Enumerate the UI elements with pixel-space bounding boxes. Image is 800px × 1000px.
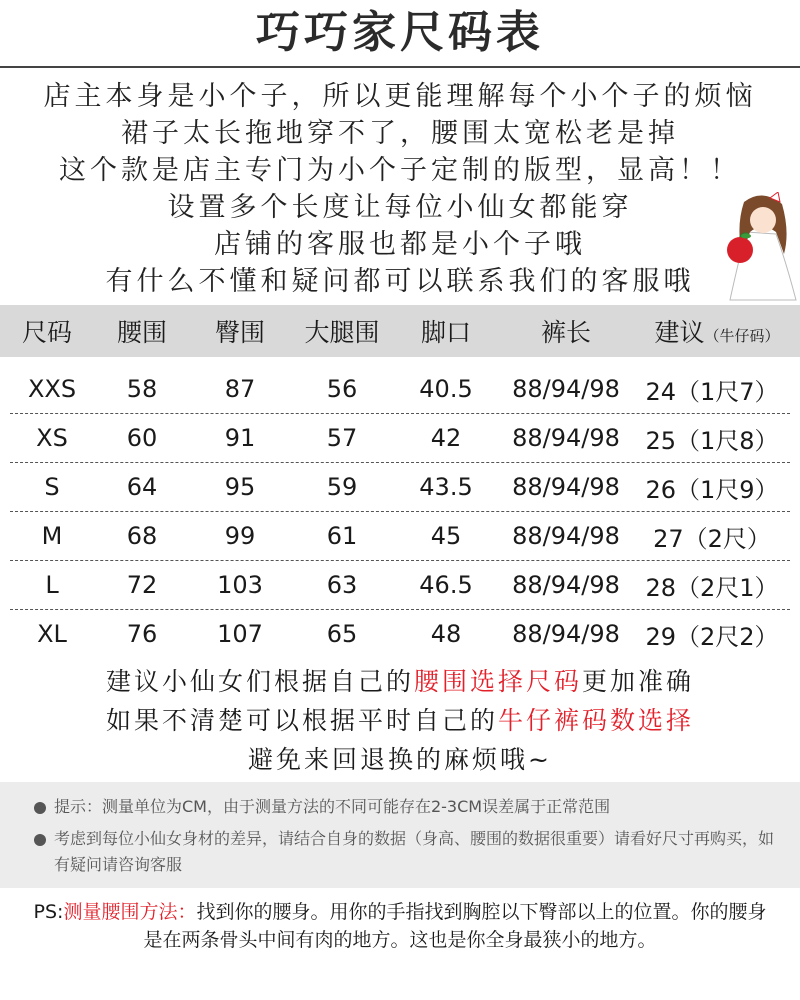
intro-line: 店铺的客服也都是小个子哦 (214, 229, 586, 260)
cell-advice: 29（2尺2） (645, 622, 779, 651)
cell-thigh: 63 (326, 571, 358, 599)
cell-length: 88/94/98 (512, 473, 620, 501)
bullet-icon (34, 802, 46, 814)
tip-item (34, 826, 774, 878)
advice-line (0, 662, 800, 701)
ps-text: 找到你的腰身。用你的手指找到胸腔以下臀部以上的位置。你的腰身是在两条骨头中间有肉的地方。这也是你全身最狭小的地方。 (143, 901, 767, 951)
girl-with-apple-illustration (726, 192, 800, 302)
advice-highlight: 牛仔裤码数选择 (498, 706, 695, 735)
cell-advice: 24（1尺7） (645, 377, 779, 406)
cell-size: L (45, 571, 59, 599)
cell-hip: 95 (224, 473, 256, 501)
intro-line: 这个款是店主专门为小个子定制的版型，显高！！ (59, 155, 741, 186)
cell-size: XS (36, 424, 68, 452)
cell-thigh: 56 (326, 375, 358, 403)
cell-hip: 87 (224, 375, 256, 403)
cell-advice: 28（2尺1） (645, 573, 779, 602)
header-advice-label: 建议 (654, 318, 705, 347)
tip-text: 提示：测量单位为CM，由于测量方法的不同可能存在2-3CM误差属于正常范围 (54, 797, 611, 816)
cell-size: XXS (27, 375, 77, 403)
cell-hip: 99 (224, 522, 256, 550)
table-row (10, 365, 790, 414)
header-hem: 脚口 (420, 318, 471, 347)
cell-waist: 60 (126, 424, 158, 452)
tips-box (0, 782, 800, 888)
cell-waist: 68 (126, 522, 158, 550)
bullet-icon (34, 834, 46, 846)
cell-hem: 45 (430, 522, 462, 550)
cell-thigh: 57 (326, 424, 358, 452)
cell-size: M (41, 522, 63, 550)
header-advice (634, 313, 800, 349)
advice-highlight: 腰围选择尺码 (413, 667, 582, 696)
tip-item (34, 794, 774, 820)
cell-hem: 43.5 (419, 473, 473, 501)
cell-advice: 26（1尺9） (645, 475, 779, 504)
cell-size: S (44, 473, 60, 501)
cell-hem: 40.5 (419, 375, 473, 403)
cell-waist: 72 (126, 571, 158, 599)
page-title: 巧巧家尺码表 (256, 7, 544, 58)
advice-line (0, 701, 800, 740)
header-thigh: 大腿围 (304, 318, 380, 347)
cell-thigh: 65 (326, 620, 358, 648)
cell-hip: 103 (217, 571, 263, 599)
advice-text (0, 662, 800, 782)
header-length: 裤长 (540, 318, 591, 347)
header-advice-note: （牛仔码） (704, 327, 780, 345)
header-hip: 臀围 (214, 318, 265, 347)
cell-waist: 64 (126, 473, 158, 501)
title-divider (0, 66, 800, 68)
cell-hem: 46.5 (419, 571, 473, 599)
cell-advice: 25（1尺8） (645, 426, 779, 455)
table-row (10, 512, 790, 561)
intro-text (0, 78, 800, 300)
header-waist: 腰围 (116, 318, 167, 347)
table-row (10, 463, 790, 512)
advice-line: 避免来回退换的麻烦哦~ (248, 745, 552, 774)
advice-text-part: 建议小仙女们根据自己的 (105, 667, 414, 696)
cell-waist: 58 (126, 375, 158, 403)
cell-length: 88/94/98 (512, 571, 620, 599)
ps-prefix: PS: (33, 901, 64, 923)
cell-size: XL (37, 620, 67, 648)
cell-length: 88/94/98 (512, 522, 620, 550)
table-row (10, 414, 790, 463)
intro-line: 有什么不懂和疑问都可以联系我们的客服哦 (105, 266, 695, 297)
ps-note (30, 898, 770, 954)
header-size: 尺码 (21, 318, 72, 347)
cell-advice: 27（2尺） (653, 524, 771, 553)
table-row (10, 610, 790, 658)
table-header (0, 305, 800, 357)
cell-waist: 76 (126, 620, 158, 648)
cell-hip: 91 (224, 424, 256, 452)
cell-length: 88/94/98 (512, 424, 620, 452)
cell-length: 88/94/98 (512, 620, 620, 648)
table-body (0, 357, 800, 658)
intro-line: 裙子太长拖地穿不了，腰围太宽松老是掉 (121, 118, 679, 149)
cell-length: 88/94/98 (512, 375, 620, 403)
table-row (10, 561, 790, 610)
cell-thigh: 59 (326, 473, 358, 501)
ps-highlight: 测量腰围方法： (63, 901, 197, 923)
cell-hem: 42 (430, 424, 462, 452)
tip-text: 考虑到每位小仙女身材的差异，请结合自身的数据（身高、腰围的数据很重要）请看好尺寸再购买，如有疑问请咨询客服 (54, 829, 775, 874)
advice-text-part: 如果不清楚可以根据平时自己的 (105, 706, 498, 735)
intro-line: 店主本身是小个子，所以更能理解每个小个子的烦恼 (43, 81, 757, 112)
cell-thigh: 61 (326, 522, 358, 550)
cell-hip: 107 (217, 620, 263, 648)
cell-hem: 48 (430, 620, 462, 648)
advice-text-part: 更加准确 (582, 667, 695, 696)
size-table (0, 305, 800, 658)
intro-line: 设置多个长度让每位小仙女都能穿 (167, 192, 633, 223)
